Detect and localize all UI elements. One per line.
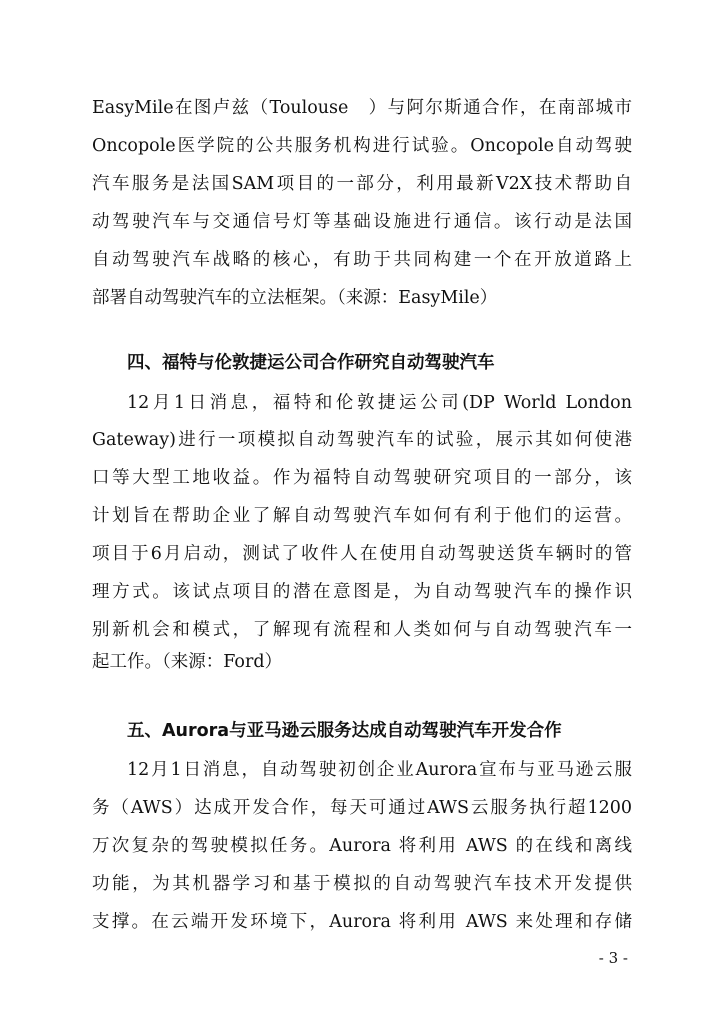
paragraph-line: 功能，为其机器学习和基于模拟的自动驾驶汽车技术开发提供 xyxy=(92,874,632,894)
paragraph-line: 部署自动驾驶汽车的立法框架。（来源：EasyMile） xyxy=(92,288,498,308)
paragraph-line: 计划旨在帮助企业了解自动驾驶汽车如何有利于他们的运营。 xyxy=(92,506,632,526)
paragraph-line: 起工作。（来源：Ford） xyxy=(92,652,283,672)
paragraph-line: 务（AWS）达成开发合作，每天可通过AWS云服务执行超1200 xyxy=(92,798,632,818)
paragraph-line: Oncopole医学院的公共服务机构进行试验。Oncopole自动驾驶 xyxy=(92,136,632,156)
paragraph-line: EasyMile在图卢兹（Toulouse ）与阿尔斯通合作，在南部城市 xyxy=(92,98,632,118)
paragraph-line: 动驾驶汽车与交通信号灯等基础设施进行通信。该行动是法国 xyxy=(92,212,632,232)
section-heading: 四、福特与伦敦捷运公司合作研究自动驾驶汽车 xyxy=(127,353,495,373)
paragraph-line: 支撑。在云端开发环境下，Aurora 将利用 AWS 来处理和存储 xyxy=(92,912,632,932)
section-heading: 五、Aurora与亚马逊云服务达成自动驾驶汽车开发合作 xyxy=(127,721,562,741)
paragraph-line: 自动驾驶汽车战略的核心，有助于共同构建一个在开放道路上 xyxy=(92,250,632,270)
paragraph-line: 万次复杂的驾驶模拟任务。Aurora 将利用 AWS 的在线和离线 xyxy=(92,836,632,856)
paragraph-line: 汽车服务是法国SAM项目的一部分，利用最新V2X技术帮助自 xyxy=(92,174,632,194)
paragraph-line: 12月1日消息，福特和伦敦捷运公司(DP World London xyxy=(127,393,632,413)
paragraph-line: 别新机会和模式，了解现有流程和人类如何与自动驾驶汽车一 xyxy=(92,620,632,640)
paragraph-line: 项目于6月启动，测试了收件人在使用自动驾驶送货车辆时的管 xyxy=(92,544,632,564)
paragraph-line: 理方式。该试点项目的潜在意图是，为自动驾驶汽车的操作识 xyxy=(92,582,632,602)
page-number: - 3 - xyxy=(598,949,628,967)
paragraph-line: 口等大型工地收益。作为福特自动驾驶研究项目的一部分，该 xyxy=(92,468,632,488)
paragraph-line: Gateway)进行一项模拟自动驾驶汽车的试验，展示其如何使港 xyxy=(92,430,632,450)
paragraph-line: 12月1日消息，自动驾驶初创企业Aurora宣布与亚马逊云服 xyxy=(127,760,632,780)
